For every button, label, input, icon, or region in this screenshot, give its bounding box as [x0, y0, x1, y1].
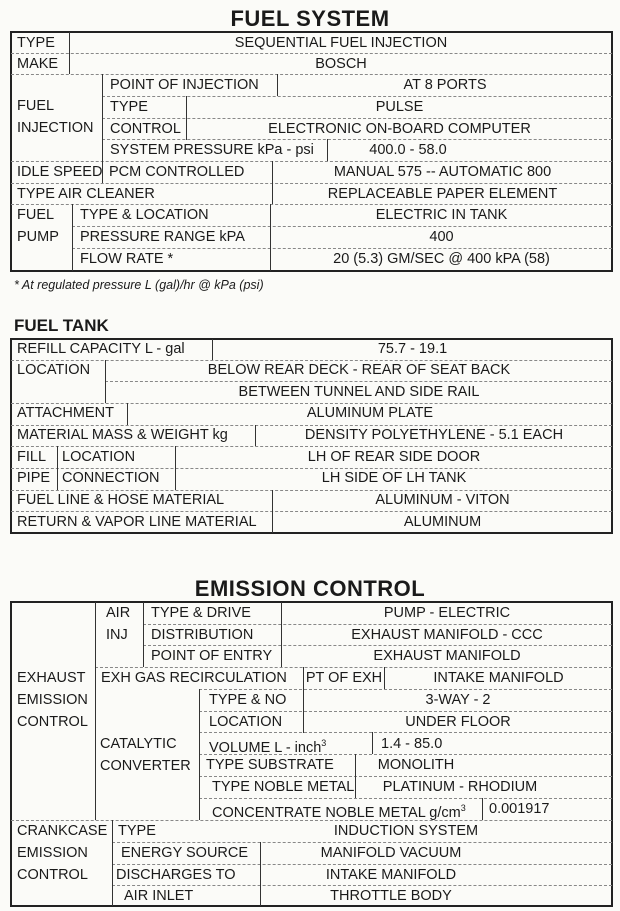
- egr-label: EXH GAS RECIRCULATION: [101, 670, 287, 686]
- substrate-value: MONOLITH: [377, 757, 455, 773]
- location-value-line-1: BELOW REAR DECK - REAR OF SEAT BACK: [207, 362, 511, 378]
- return-line-value: ALUMINUM: [403, 514, 482, 530]
- cat-location-value: UNDER FLOOR: [405, 714, 511, 730]
- crankcase-label: EMISSION: [17, 845, 88, 861]
- flow-rate-value: 20 (5.3) GM/SEC @ 400 kPA (58): [333, 251, 550, 267]
- volume-value: 1.4 - 85.0: [381, 736, 443, 752]
- fuel-injection-label: INJECTION: [17, 120, 94, 136]
- crankcase-label: CONTROL: [17, 867, 88, 883]
- fuel-system-title: FUEL SYSTEM: [230, 6, 390, 31]
- point-of-injection-label: POINT OF INJECTION: [110, 77, 259, 93]
- pcm-controlled: PCM CONTROLLED: [109, 164, 245, 180]
- return-line-label: RETURN & VAPOR LINE MATERIAL: [17, 514, 257, 530]
- point-of-entry-label: POINT OF ENTRY: [151, 648, 273, 664]
- control-value: ELECTRONIC ON-BOARD COMPUTER: [268, 121, 531, 137]
- attachment-value: ALUMINUM PLATE: [306, 405, 434, 421]
- pipe-label: PIPE: [17, 470, 51, 486]
- energy-source-value: MANIFOLD VACUUM: [320, 845, 462, 861]
- concentrate-value: 0.001917: [489, 801, 550, 817]
- distribution-value: EXHAUST MANIFOLD - CCC: [351, 627, 543, 643]
- volume-label: VOLUME L - inch$^3$: [209, 738, 327, 756]
- cat-location-label: LOCATION: [209, 714, 283, 730]
- catalytic-converter-label: CATALYTIC: [100, 736, 177, 752]
- concentrate-label: CONCENTRATE NOBLE METAL $g/cm^3$: [212, 803, 466, 821]
- cat-type-value: 3-WAY - 2: [425, 692, 491, 708]
- fuel-pump-label: PUMP: [17, 229, 59, 245]
- fill-location-label: LOCATION: [62, 449, 136, 465]
- refill-capacity-label: REFILL CAPACITY L - gal: [17, 341, 185, 357]
- pump-pressure-value: 400: [429, 229, 454, 245]
- fuel-injection-label: FUEL: [17, 98, 55, 114]
- cat-type-label: TYPE & NO: [209, 692, 287, 708]
- point-of-entry-value: EXHAUST MANIFOLD: [373, 648, 521, 664]
- air-label: AIR: [106, 605, 131, 621]
- pump-type-value: ELECTRIC IN TANK: [375, 207, 508, 223]
- fill-location-value: LH OF REAR SIDE DOOR: [307, 449, 481, 465]
- air-type-label: TYPE & DRIVE: [151, 605, 251, 621]
- emission-control-title: EMISSION CONTROL: [194, 576, 426, 601]
- connection-value: LH SIDE OF LH TANK: [321, 470, 467, 486]
- system-pressure-label: SYSTEM PRESSURE kPa - psi: [110, 142, 314, 158]
- control-label: CONTROL: [110, 121, 181, 137]
- air-cleaner-value: REPLACEABLE PAPER ELEMENT: [327, 186, 558, 202]
- noble-metal-label: TYPE NOBLE METAL: [212, 779, 355, 795]
- location-value-line-2: BETWEEN TUNNEL AND SIDE RAIL: [238, 384, 480, 400]
- inj-label: INJ: [106, 627, 128, 643]
- crankcase-label: CRANKCASE: [17, 823, 108, 839]
- type-value: SEQUENTIAL FUEL INJECTION: [234, 35, 448, 51]
- flow-rate-label: FLOW RATE *: [80, 251, 174, 267]
- refill-capacity-value: 75.7 - 19.1: [377, 341, 448, 357]
- crankcase-type-value: INDUCTION SYSTEM: [333, 823, 479, 839]
- fuel-line-value: ALUMINUM - VITON: [375, 492, 510, 508]
- exhaust-emission-label: EXHAUST: [17, 670, 86, 686]
- injection-type-label: TYPE: [110, 99, 148, 115]
- discharges-value: INTAKE MANIFOLD: [325, 867, 457, 883]
- egr-from: PT OF EXH: [305, 670, 383, 686]
- fuel-tank-title: FUEL TANK: [14, 316, 109, 335]
- pump-type-label: TYPE & LOCATION: [80, 207, 209, 223]
- air-type-value: PUMP - ELECTRIC: [383, 605, 511, 621]
- material-value: DENSITY POLYETHYLENE - 5.1 EACH: [304, 427, 564, 443]
- material-label: MATERIAL MASS & WEIGHT kg: [17, 427, 228, 443]
- exhaust-emission-label: CONTROL: [17, 714, 88, 730]
- location-label: LOCATION: [17, 362, 91, 378]
- make-label: MAKE: [17, 56, 59, 72]
- air-inlet-label: AIR INLET: [124, 888, 194, 904]
- attachment-label: ATTACHMENT: [17, 405, 114, 421]
- pump-pressure-label: PRESSURE RANGE kPA: [80, 229, 245, 245]
- crankcase-type-label: TYPE: [118, 823, 156, 839]
- exhaust-emission-label: EMISSION: [17, 692, 88, 708]
- air-cleaner-label: TYPE AIR CLEANER: [17, 186, 155, 202]
- connection-label: CONNECTION: [62, 470, 160, 486]
- catalytic-converter-label: CONVERTER: [100, 758, 191, 774]
- point-of-injection-value: AT 8 PORTS: [403, 77, 487, 93]
- type-label: TYPE: [17, 35, 55, 51]
- injection-type-value: PULSE: [375, 99, 424, 115]
- egr-to: INTAKE MANIFOLD: [433, 670, 564, 686]
- noble-metal-value: PLATINUM - RHODIUM: [382, 779, 538, 795]
- system-pressure-value: 400.0 - 58.0: [369, 142, 447, 158]
- fuel-line-label: FUEL LINE & HOSE MATERIAL: [17, 492, 225, 508]
- energy-source-label: ENERGY SOURCE: [121, 845, 249, 861]
- idle-speed-value: MANUAL 575 -- AUTOMATIC 800: [333, 164, 552, 180]
- discharges-label: DISCHARGES TO: [116, 867, 236, 883]
- distribution-label: DISTRIBUTION: [151, 627, 254, 643]
- fill-label: FILL: [17, 449, 47, 465]
- substrate-label: TYPE SUBSTRATE: [206, 757, 334, 773]
- footnote: * At regulated pressure L (gal)/hr @ kPa (psi): [14, 278, 264, 292]
- fuel-pump-label: FUEL: [17, 207, 55, 223]
- air-inlet-value: THROTTLE BODY: [330, 888, 452, 904]
- idle-speed-label: IDLE SPEED: [17, 164, 103, 180]
- make-value: BOSCH: [315, 56, 367, 72]
